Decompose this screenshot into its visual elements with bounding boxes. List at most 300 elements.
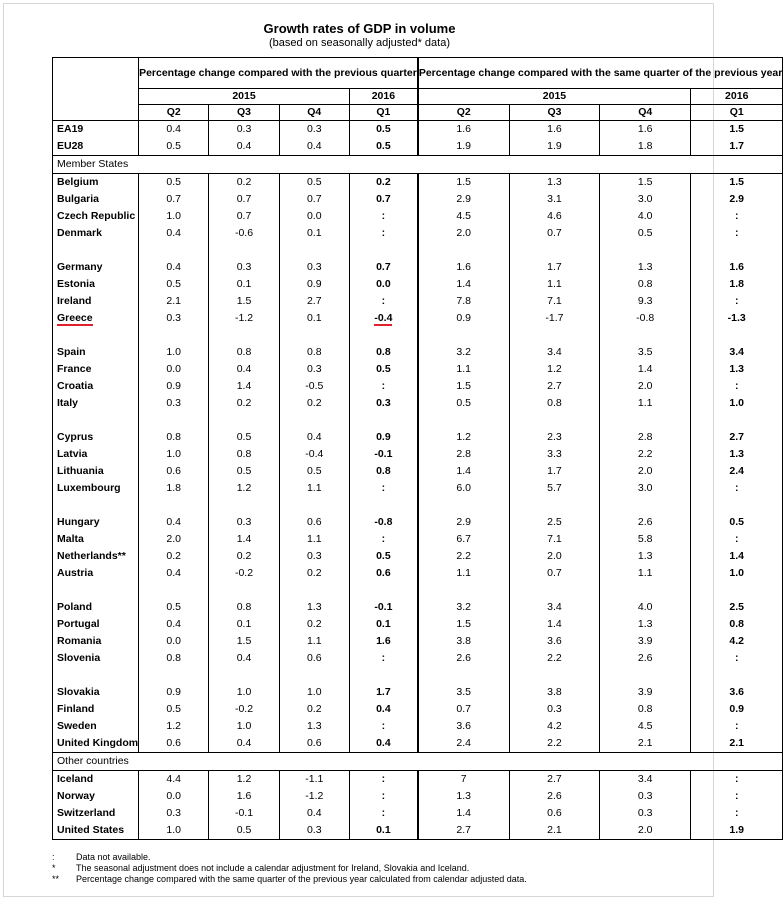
value-text: -1.2	[234, 312, 254, 324]
value-cell	[600, 208, 691, 225]
spacer-cell	[418, 582, 509, 599]
value-text: -1.2	[305, 790, 324, 802]
value-cell	[139, 121, 209, 139]
value-cell	[279, 718, 349, 735]
country-name	[53, 633, 139, 650]
value-text: 0.1	[376, 824, 391, 836]
value-text: 0.9	[456, 312, 471, 324]
value-cell	[139, 138, 209, 156]
value-text: :	[381, 773, 386, 785]
value-cell	[209, 684, 279, 701]
value-text: 0.3	[306, 824, 322, 836]
value-text: :	[734, 295, 739, 307]
value-cell	[600, 293, 691, 310]
value-text: :	[381, 380, 386, 392]
value-text: 3.0	[637, 482, 653, 494]
spacer-cell	[209, 412, 279, 429]
value-cell	[509, 633, 600, 650]
country-name	[53, 344, 139, 361]
value-text: 2.9	[456, 516, 471, 528]
value-cell	[418, 616, 509, 633]
value-text: 0.3	[236, 261, 252, 273]
value-cell	[509, 771, 600, 789]
value-cell	[691, 174, 783, 192]
spacer-cell	[349, 242, 417, 259]
table-row	[53, 701, 783, 718]
country-name	[53, 514, 139, 531]
table-row	[53, 788, 783, 805]
value-cell	[279, 138, 349, 156]
country-name	[53, 701, 139, 718]
value-cell	[139, 344, 209, 361]
value-cell	[418, 480, 509, 497]
country-label: Slovenia	[57, 652, 101, 664]
spacer-cell	[139, 667, 209, 684]
table-row	[53, 514, 783, 531]
value-text: 1.4	[547, 618, 562, 630]
value-cell	[349, 718, 417, 735]
country-label: Latvia	[57, 448, 88, 460]
value-text: :	[381, 533, 386, 545]
country-label: United Kingdom	[57, 737, 139, 749]
value-text: 2.8	[456, 448, 471, 460]
value-cell	[279, 378, 349, 395]
spacer-cell	[600, 667, 691, 684]
value-text: 0.0	[306, 210, 322, 222]
quarter-header: Q1	[349, 105, 417, 121]
table-row	[53, 822, 783, 840]
value-text: 4.2	[547, 720, 562, 732]
value-text: 0.0	[376, 278, 391, 290]
value-text: 0.1	[236, 278, 252, 290]
value-text: -0.2	[234, 567, 254, 579]
value-cell	[509, 599, 600, 616]
country-name	[53, 378, 139, 395]
table-row	[53, 174, 783, 192]
value-cell	[600, 771, 691, 789]
country-label: Cyprus	[57, 431, 94, 443]
value-cell	[509, 718, 600, 735]
country-label: Slovakia	[57, 686, 100, 698]
value-text: 1.4	[729, 550, 745, 562]
spacer-cell	[209, 582, 279, 599]
table-row	[53, 429, 783, 446]
value-text: 7.1	[547, 533, 562, 545]
value-cell	[691, 310, 783, 327]
value-cell	[418, 259, 509, 276]
value-cell	[691, 395, 783, 412]
value-cell	[349, 565, 417, 582]
value-text: 1.5	[456, 618, 471, 630]
value-cell	[418, 548, 509, 565]
value-text: 0.3	[306, 261, 322, 273]
value-cell	[349, 174, 417, 192]
value-cell	[209, 616, 279, 633]
value-text: 3.5	[456, 686, 471, 698]
value-text: :	[734, 380, 739, 392]
country-label: Netherlands**	[57, 550, 126, 562]
value-text: 1.1	[306, 482, 322, 494]
header-empty-cell	[53, 58, 139, 89]
value-cell	[279, 771, 349, 789]
value-text: 3.2	[456, 601, 471, 613]
table-row	[53, 735, 783, 753]
value-text: 4.2	[729, 635, 745, 647]
table-row	[53, 121, 783, 139]
country-label: Hungary	[57, 516, 100, 528]
value-cell	[209, 735, 279, 753]
value-cell	[349, 514, 417, 531]
spacer-cell	[279, 582, 349, 599]
value-text: 0.5	[306, 176, 322, 188]
value-text: 1.5	[729, 123, 745, 135]
value-text: -0.6	[234, 227, 254, 239]
value-cell	[418, 822, 509, 840]
table-row	[53, 633, 783, 650]
value-text: -0.4	[305, 448, 324, 460]
group-header-previous-year: Percentage change compared with the same quarter of the previous year	[418, 58, 783, 89]
spacer-cell	[209, 242, 279, 259]
value-cell	[600, 276, 691, 293]
header-empty-cell	[53, 89, 139, 105]
country-name	[53, 788, 139, 805]
value-cell	[349, 531, 417, 548]
value-text: :	[381, 482, 386, 494]
value-text: 0.3	[166, 397, 182, 409]
spacer-cell	[691, 327, 783, 344]
value-text: :	[734, 210, 739, 222]
table-row	[53, 684, 783, 701]
value-cell	[418, 138, 509, 156]
value-cell	[600, 259, 691, 276]
value-cell	[509, 208, 600, 225]
value-text: :	[734, 790, 739, 802]
value-cell	[349, 771, 417, 789]
country-label: Estonia	[57, 278, 95, 290]
table-row	[53, 771, 783, 789]
value-cell	[209, 208, 279, 225]
value-text: 3.4	[547, 601, 562, 613]
value-cell	[279, 633, 349, 650]
value-text: 1.0	[729, 397, 745, 409]
value-cell	[279, 565, 349, 582]
value-cell	[600, 599, 691, 616]
value-text: 1.7	[547, 465, 562, 477]
value-text: :	[734, 533, 739, 545]
table-row	[53, 208, 783, 225]
spacer-cell	[509, 242, 600, 259]
value-text: 0.3	[306, 550, 322, 562]
table-row	[53, 531, 783, 548]
value-cell	[600, 735, 691, 753]
value-text: 3.8	[547, 686, 562, 698]
value-text: -1.3	[727, 312, 746, 324]
value-cell	[349, 378, 417, 395]
value-cell	[691, 616, 783, 633]
country-name	[53, 822, 139, 840]
country-name	[53, 565, 139, 582]
value-cell	[600, 225, 691, 242]
value-text: 6.0	[456, 482, 471, 494]
value-text: 3.4	[637, 773, 653, 785]
value-text: 1.1	[456, 567, 471, 579]
value-text: 0.7	[166, 193, 182, 205]
table-row	[53, 138, 783, 156]
value-cell	[418, 514, 509, 531]
value-cell	[418, 684, 509, 701]
value-cell	[600, 805, 691, 822]
value-text: 0.4	[166, 123, 182, 135]
value-cell	[209, 805, 279, 822]
table-row	[53, 395, 783, 412]
value-text: 2.2	[547, 737, 562, 749]
value-cell	[209, 701, 279, 718]
country-name	[53, 293, 139, 310]
value-text: 0.6	[166, 737, 182, 749]
country-label: Lithuania	[57, 465, 104, 477]
value-cell	[509, 174, 600, 192]
value-cell	[349, 463, 417, 480]
value-cell	[509, 616, 600, 633]
value-text: 1.7	[729, 140, 745, 152]
value-text: 0.5	[306, 465, 322, 477]
value-cell	[139, 259, 209, 276]
value-text: 3.6	[456, 720, 471, 732]
value-cell	[139, 735, 209, 753]
value-text: 1.3	[637, 261, 653, 273]
value-text: 1.6	[637, 123, 653, 135]
value-text: 1.6	[236, 790, 252, 802]
value-cell	[209, 138, 279, 156]
value-cell	[139, 225, 209, 242]
value-cell	[600, 650, 691, 667]
spacer-cell	[600, 242, 691, 259]
value-text: 1.4	[456, 807, 471, 819]
value-text: :	[734, 482, 739, 494]
value-text: -0.4	[374, 312, 393, 324]
value-cell	[209, 514, 279, 531]
value-cell	[139, 293, 209, 310]
value-cell	[209, 429, 279, 446]
value-text: 1.5	[456, 380, 471, 392]
value-text: 0.5	[236, 824, 252, 836]
country-name	[53, 208, 139, 225]
value-text: 0.8	[729, 618, 745, 630]
value-cell	[139, 480, 209, 497]
country-name	[53, 191, 139, 208]
value-text: 1.6	[456, 261, 471, 273]
spacer-cell	[53, 497, 139, 514]
value-text: -0.1	[234, 807, 254, 819]
value-cell	[418, 446, 509, 463]
value-cell	[349, 548, 417, 565]
value-cell	[279, 599, 349, 616]
value-cell	[349, 446, 417, 463]
value-cell	[418, 633, 509, 650]
value-cell	[600, 633, 691, 650]
value-cell	[209, 531, 279, 548]
value-cell	[691, 344, 783, 361]
table-row	[53, 259, 783, 276]
country-label: Italy	[57, 397, 79, 409]
value-text: 0.4	[306, 140, 322, 152]
country-label: Belgium	[57, 176, 99, 188]
value-cell	[418, 650, 509, 667]
value-cell	[418, 429, 509, 446]
footnote-symbol: *	[52, 863, 56, 873]
value-text: 1.1	[637, 567, 653, 579]
value-text: 0.7	[376, 261, 391, 273]
value-text: 1.5	[637, 176, 653, 188]
country-name	[53, 276, 139, 293]
value-text: 0.3	[637, 790, 653, 802]
value-cell	[418, 344, 509, 361]
value-cell	[279, 548, 349, 565]
value-text: :	[381, 210, 386, 222]
value-cell	[279, 429, 349, 446]
country-name	[53, 361, 139, 378]
value-cell	[209, 378, 279, 395]
value-text: :	[381, 652, 386, 664]
value-cell	[279, 259, 349, 276]
footnote-text: The seasonal adjustment does not include a calendar adjustment for Ireland, Slovakia and Iceland.	[76, 863, 470, 873]
value-cell	[209, 310, 279, 327]
spacer-cell	[139, 412, 209, 429]
footnote-symbol: **	[52, 874, 60, 884]
value-text: 0.0	[166, 635, 182, 647]
value-cell	[279, 208, 349, 225]
value-cell	[600, 684, 691, 701]
value-text: 1.9	[456, 140, 471, 152]
value-cell	[279, 463, 349, 480]
spacer-cell	[209, 327, 279, 344]
value-text: 0.8	[376, 346, 391, 358]
value-cell	[209, 293, 279, 310]
quarter-header: Q3	[509, 105, 600, 121]
value-cell	[418, 293, 509, 310]
value-cell	[418, 378, 509, 395]
value-cell	[509, 225, 600, 242]
value-cell	[209, 395, 279, 412]
spacer-cell	[139, 497, 209, 514]
value-cell	[418, 191, 509, 208]
spacer-cell	[509, 582, 600, 599]
value-cell	[600, 718, 691, 735]
spacer-cell	[209, 497, 279, 514]
value-text: :	[381, 227, 386, 239]
value-cell	[279, 446, 349, 463]
value-cell	[279, 822, 349, 840]
country-label: United States	[57, 824, 125, 836]
value-cell	[418, 310, 509, 327]
value-text: 2.0	[637, 824, 653, 836]
value-cell	[600, 463, 691, 480]
value-text: 0.5	[456, 397, 471, 409]
value-text: 1.3	[729, 363, 745, 375]
value-text: 0.4	[376, 737, 391, 749]
value-cell	[349, 788, 417, 805]
value-text: 0.8	[236, 601, 252, 613]
value-cell	[600, 446, 691, 463]
value-text: 0.3	[306, 123, 322, 135]
value-text: 0.5	[166, 176, 182, 188]
value-text: 1.1	[306, 635, 322, 647]
value-cell	[279, 293, 349, 310]
value-text: 1.5	[729, 176, 745, 188]
value-cell	[349, 208, 417, 225]
value-cell	[139, 361, 209, 378]
value-text: 0.4	[166, 261, 182, 273]
value-cell	[418, 718, 509, 735]
value-text: 2.2	[456, 550, 471, 562]
value-text: 2.9	[456, 193, 471, 205]
value-text: 3.4	[547, 346, 562, 358]
value-text: 2.0	[166, 533, 182, 545]
footnote	[52, 863, 692, 874]
value-text: 0.7	[236, 193, 252, 205]
spacer-cell	[509, 327, 600, 344]
value-cell	[691, 718, 783, 735]
value-cell	[509, 548, 600, 565]
value-cell	[691, 684, 783, 701]
value-text: 4.5	[637, 720, 653, 732]
value-cell	[139, 174, 209, 192]
value-text: 2.6	[637, 652, 653, 664]
country-name	[53, 735, 139, 753]
value-text: 3.9	[637, 635, 653, 647]
country-label: Romania	[57, 635, 102, 647]
value-text: -0.5	[305, 380, 324, 392]
value-cell	[509, 429, 600, 446]
spacer-cell	[349, 667, 417, 684]
value-text: :	[734, 773, 739, 785]
value-cell	[418, 735, 509, 753]
value-text: 1.2	[456, 431, 471, 443]
value-cell	[600, 191, 691, 208]
table-row	[53, 225, 783, 242]
value-cell	[509, 701, 600, 718]
country-label: Spain	[57, 346, 86, 358]
value-text: 1.0	[306, 686, 322, 698]
value-cell	[349, 735, 417, 753]
value-text: 3.5	[637, 346, 653, 358]
spacer-cell	[139, 242, 209, 259]
value-text: 0.3	[166, 312, 182, 324]
value-text: 3.6	[547, 635, 562, 647]
value-cell	[509, 378, 600, 395]
value-cell	[349, 684, 417, 701]
value-text: 0.2	[306, 618, 322, 630]
value-text: 0.9	[729, 703, 745, 715]
spacer-row	[53, 497, 783, 514]
value-cell	[691, 208, 783, 225]
value-cell	[418, 599, 509, 616]
value-cell	[139, 616, 209, 633]
spacer-cell	[53, 242, 139, 259]
value-cell	[600, 788, 691, 805]
value-text: 0.1	[306, 227, 322, 239]
table-row	[53, 616, 783, 633]
value-text: 0.8	[547, 397, 562, 409]
country-name	[53, 548, 139, 565]
value-text: 4.5	[456, 210, 471, 222]
spacer-cell	[53, 667, 139, 684]
value-cell	[139, 446, 209, 463]
spacer-cell	[139, 327, 209, 344]
value-cell	[509, 805, 600, 822]
spacer-row	[53, 582, 783, 599]
value-text: 1.3	[547, 176, 562, 188]
